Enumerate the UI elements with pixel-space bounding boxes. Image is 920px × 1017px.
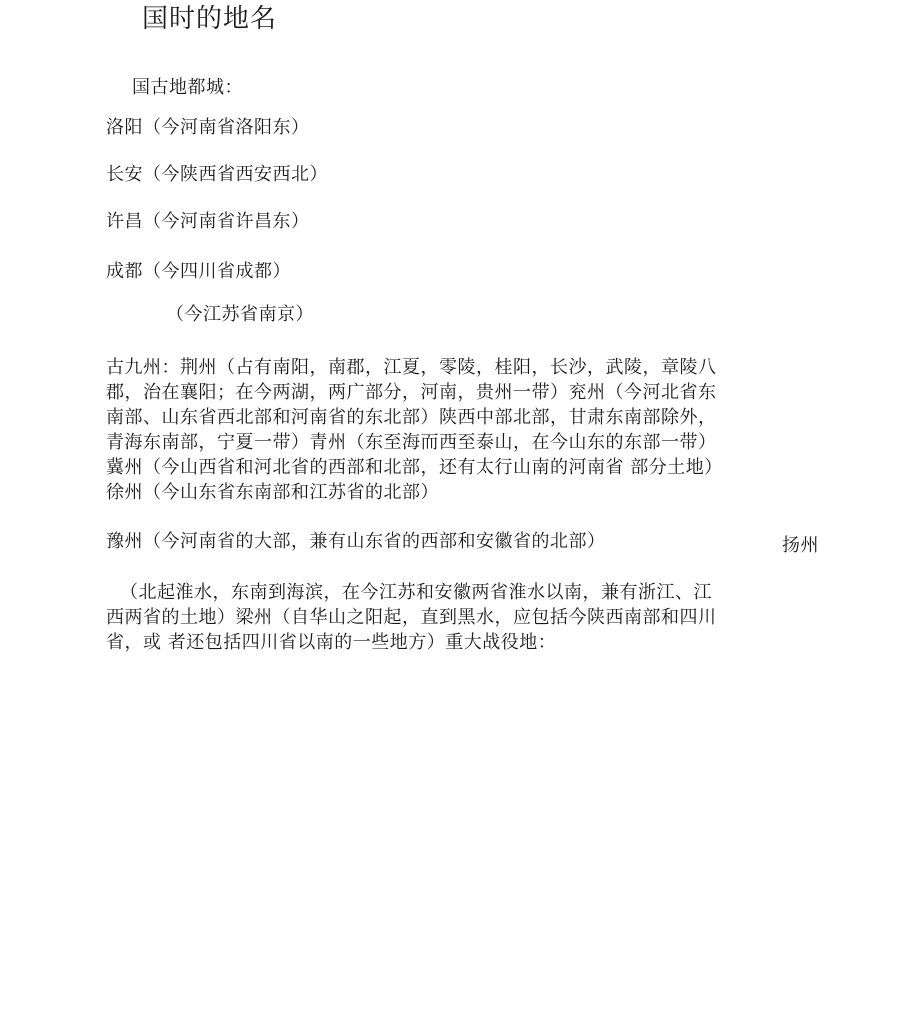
paragraph-line: 古九州：荆州（占有南阳，南郡，江夏，零陵，桂阳，长沙，武陵，章陵八: [106, 357, 717, 378]
paragraph-line: （北起淮水，东南到海滨，在今江苏和安徽两省淮水以南，兼有浙江、江: [120, 582, 712, 603]
nine-provinces-paragraph: [106, 355, 756, 505]
final-paragraph: [106, 580, 756, 655]
paragraph-line: 南部、山东省西北部和河南省的东北部）陕西中部北部，甘肃东南部除外，: [106, 407, 717, 428]
paragraph-line: 徐州（今山东省东南部和江苏省的北部）: [106, 482, 439, 503]
paragraph-line: 郡，治在襄阳；在今两湖，两广部分，河南，贵州一带）兖州（今河北省东: [106, 382, 717, 403]
capital-changan: 长安（今陕西省西安西北）: [106, 164, 328, 185]
yangzhou-label: 扬州: [782, 535, 819, 556]
paragraph-line: 省，或 者还包括四川省以南的一些地方）重大战役地：: [106, 632, 557, 653]
page-title: 国时的地名: [142, 4, 278, 34]
capital-luoyang: 洛阳（今河南省洛阳东）: [106, 117, 310, 138]
paragraph-line: 冀州（今山西省和河北省的西部和北部，还有太行山南的河南省 部分土地）: [106, 457, 723, 478]
paragraph-line: 西两省的土地）梁州（自华山之阳起，直到黑水，应包括今陕西南部和四川: [106, 607, 717, 628]
yuzhou-line: 豫州（今河南省的大部，兼有山东省的西部和安徽省的北部）: [106, 531, 606, 552]
capital-nanjing: （今江苏省南京）: [166, 304, 314, 325]
paragraph-line: 青海东南部，宁夏一带）青州（东至海而西至泰山，在今山东的东部一带）: [106, 432, 717, 453]
capitals-heading: 国古地都城：: [132, 77, 243, 98]
capital-xuchang: 许昌（今河南省许昌东）: [106, 211, 310, 232]
capital-chengdu: 成都（今四川省成都）: [106, 261, 291, 282]
